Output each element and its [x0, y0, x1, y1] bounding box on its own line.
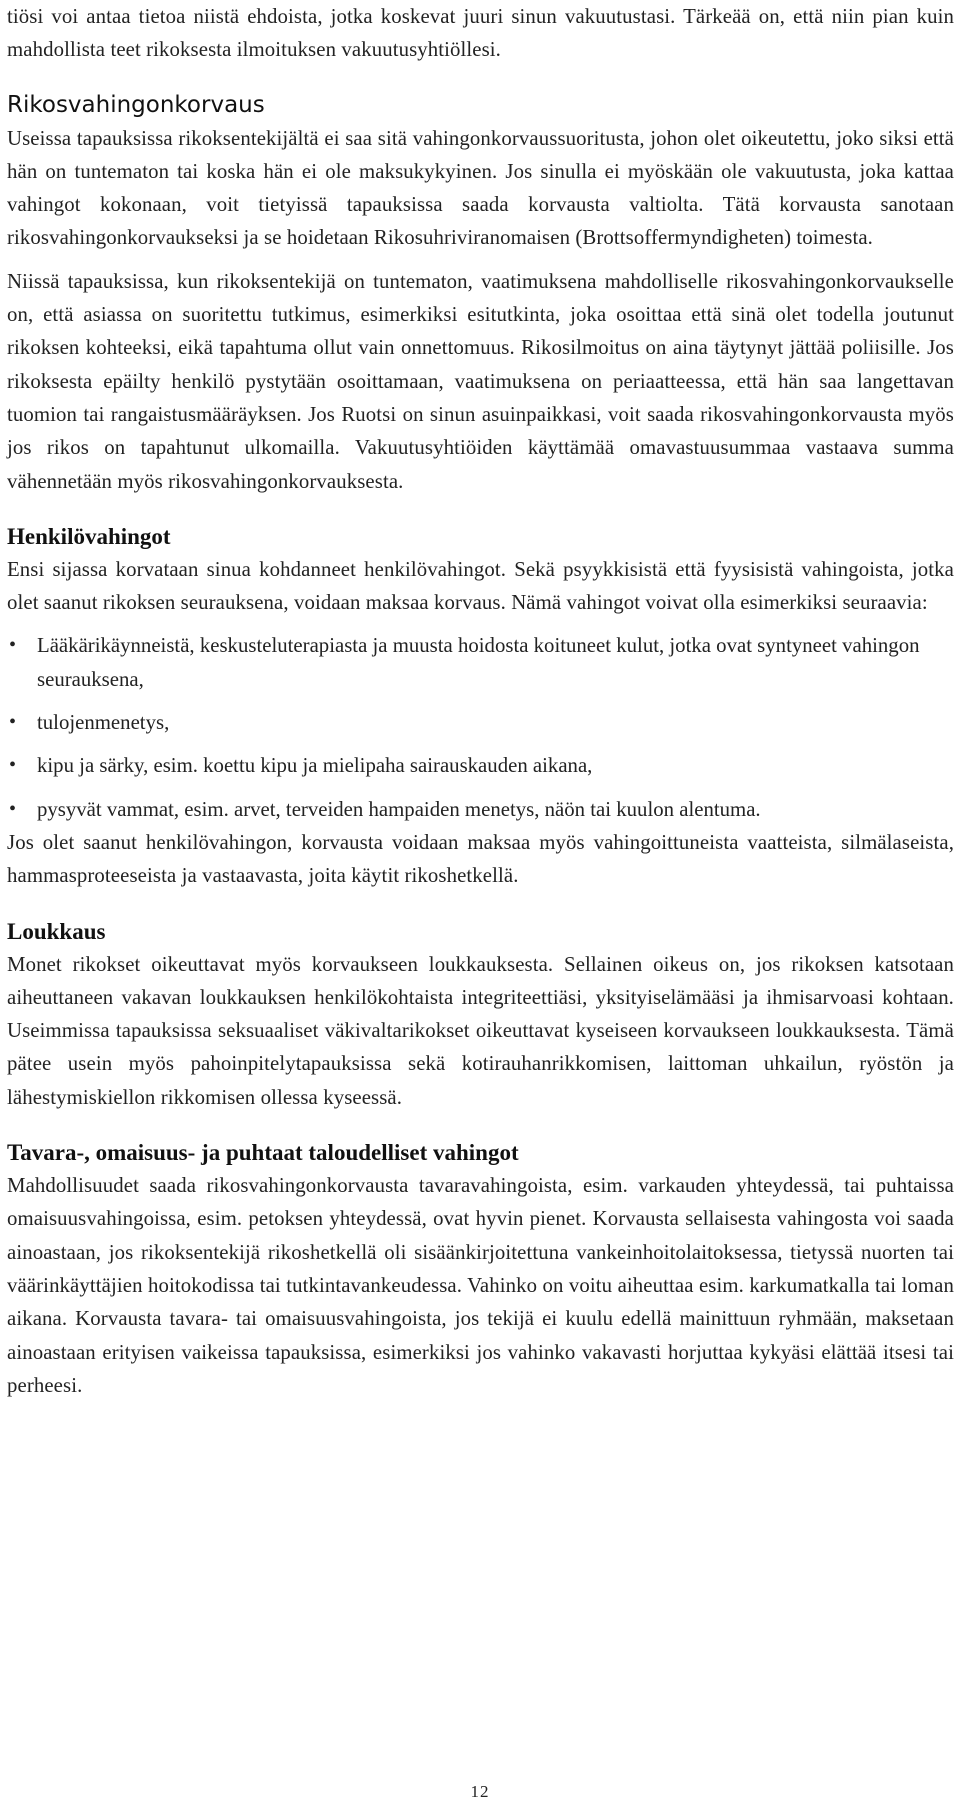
heading-rikosvahingonkorvaus: Rikosvahingonkorvaus — [7, 91, 265, 118]
tavara-omaisuus-paragraph-1: Mahdollisuudet saada rikosvahingonkorvausta tavaravahingoista, esim. varkauden yhteydessä, tai puhtaissa omaisuusvahingoissa, esim. petoksen yhteydessä, ovat hyvin pienet. Korvausta sellaisesta vahingosta voi saada ainoastaan, jos rikoksentekijä rikoshetkellä oli sisäänkirjoitettuna vankeinhoitolaitoksessa, tietyssä nuorten tai väärinkäyttäjien hoitokodissa tai tutkintavankeudessa. Vahinko on voitu aiheuttaa esim. karkumatkalla tai loman aikana. Korvausta tavara- tai omaisuusvahingoista, jos tekijä ei kuulu edellä mainittuun ryhmään, maksetaan ainoastaan erityisen vaikeissa tapauksissa, esimerkiksi jos vahinko vakavasti horjuttaa kykyäsi elättää itsesi tai perheesi. — [7, 1174, 954, 1397]
bullet-icon: • — [9, 634, 17, 657]
bullet-icon: • — [9, 797, 17, 820]
list-item — [7, 629, 954, 696]
bullet-icon: • — [9, 754, 17, 777]
page-number: 12 — [470, 1782, 490, 1801]
list-item-text: tulojenmenetys, — [37, 711, 170, 735]
heading-loukkaus: Loukkaus — [7, 918, 106, 944]
henkilovahingot-paragraph-1: Ensi sijassa korvataan sinua kohdanneet henkilövahingot. Sekä psyykkisistä että fyysisistä vahingoista, jotka olet saanut rikoksen seurauksena, voidaan maksaa korvaus. Nämä vahingot voivat olla esimerkiksi seuraavia: — [7, 557, 954, 615]
list-item-text: kipu ja särky, esim. koettu kipu ja mielipaha sairauskauden aikana, — [37, 754, 593, 778]
list-item-text: Lääkärikäynneistä, keskusteluterapiasta ja muusta hoidosta koituneet kulut, jotka ovat syntyneet vahingon seurauksena, — [37, 634, 920, 691]
list-item — [7, 706, 954, 739]
loukkaus-paragraph-1: Monet rikokset oikeuttavat myös korvaukseen loukkauksesta. Sellainen oikeus on, jos rikoksen katsotaan aiheuttaneen vakavan loukkauksen henkilökohtaista integriteettiäsi, yksityiselämääsi ja ihmisarvoasi kohtaan. Useimmissa tapauksissa seksuaaliset väkivaltarikokset oikeuttavat kyseiseen korvaukseen loukkauksesta. Tämä pätee usein myös pahoinpitelytapauksissa sekä kotirauhanrikkomisen, laittoman uhkailun, ryöstön ja lähestymiskiellon rikkomisen ollessa kyseessä. — [7, 952, 954, 1109]
henkilovahingot-bullet-list — [7, 629, 954, 825]
bullet-icon: • — [9, 711, 17, 734]
list-item — [7, 749, 954, 782]
heading-tavara-omaisuus-vahingot: Tavara-, omaisuus- ja puhtaat taloudelliset vahingot — [7, 1140, 519, 1166]
list-item — [7, 793, 954, 826]
document-page — [7, 0, 954, 1402]
rikosvahingonkorvaus-paragraph-1: Useissa tapauksissa rikoksentekijältä ei saa sitä vahingonkorvaussuoritusta, johon olet oikeutettu, joko siksi että hän on tuntematon tai koska hän ei ole maksukykyinen. Jos sinulla ei myöskään ole vakuutusta, joka kattaa vahingot kokonaan, voit tietyissä tapauksissa saada korvausta valtiolta. Tätä korvausta sanotaan rikosvahingonkorvaukseksi ja se hoidetaan Rikosuhriviranomaisen (Brottsoffermyndigheten) toimesta. — [7, 126, 954, 250]
list-item-text: pysyvät vammat, esim. arvet, terveiden hampaiden menetys, näön tai kuulon alentuma. — [37, 797, 761, 821]
henkilovahingot-paragraph-2: Jos olet saanut henkilövahingon, korvausta voidaan maksaa myös vahingoittuneista vaatteista, silmälaseista, hammasproteeseista ja vastaavasta, joita käytit rikoshetkellä. — [7, 830, 954, 888]
rikosvahingonkorvaus-paragraph-2: Niissä tapauksissa, kun rikoksentekijä on tuntematon, vaatimuksena mahdolliselle rikosvahingonkorvaukselle on, että asiassa on suoritettu tutkimus, esimerkiksi esitutkinta, joka osoittaa että sinä olet todella joutunut rikoksen kohteeksi, eikä tapahtuma ollut vain onnettomuus. Rikosilmoitus on aina täytynyt jättää poliisille. Jos rikoksesta epäilty henkilö pystytään osoittamaan, vaatimuksena on periaatteessa, että hän saa langettavan tuomion tai rangaistusmääräyksen. Jos Ruotsi on sinun asuinpaikkasi, voit saada rikosvahingonkorvausta myös jos rikos on tapahtunut ulkomailla. Vakuutusyhtiöiden käyttämää omavastuusummaa vastaava summa vähennetään myös rikosvahingonkorvauksesta. — [7, 269, 954, 493]
heading-henkilovahingot: Henkilövahingot — [7, 523, 171, 549]
intro-paragraph: tiösi voi antaa tietoa niistä ehdoista, jotka koskevat juuri sinun vakuutustasi. Tärkeää on, että niin pian kuin mahdollista teet rikoksesta ilmoituksen vakuutusyhtiöllesi. — [7, 5, 954, 62]
